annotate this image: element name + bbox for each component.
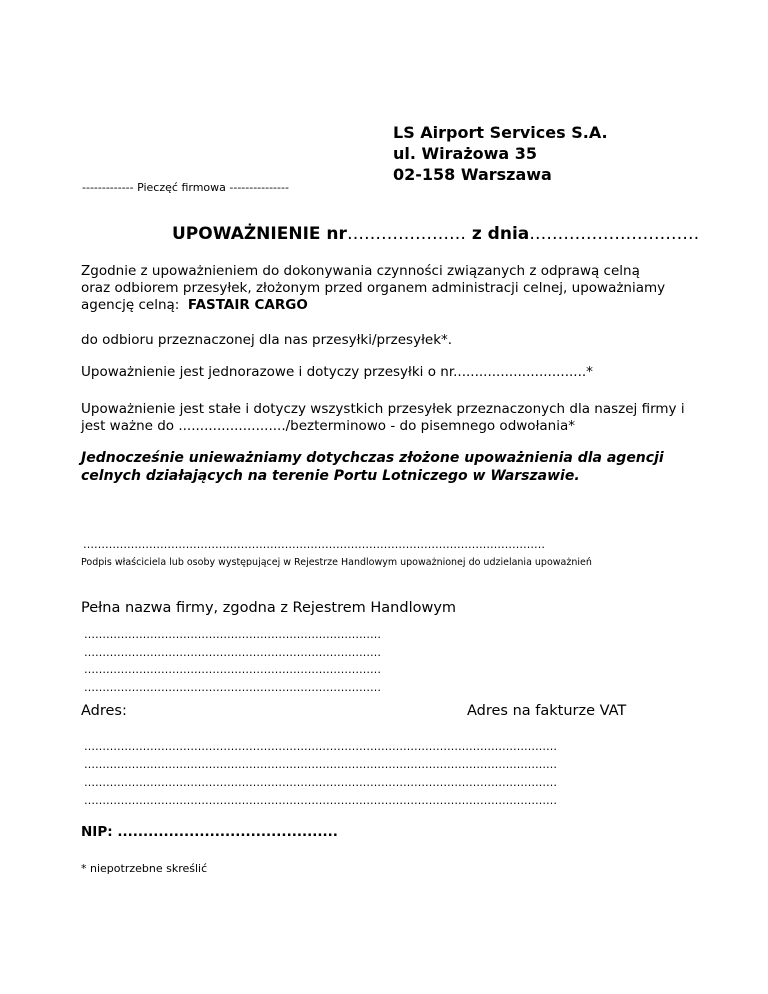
intro-paragraph [81,263,665,314]
permanent-authorization [81,401,685,435]
intro-line-2: oraz odbiorem przesyłek, złożonym przed organem administracji celnej, upoważniamy [81,280,666,296]
nip-label: NIP: [81,824,113,840]
title-date-dots: ………………………… [529,224,700,244]
recipient-company: LS Airport Services S.A. [393,123,608,142]
recipient-city: 02-158 Warszawa [393,165,552,184]
revocation-line-2: celnych działających na terenie Portu Lotniczego w Warszawie. [81,468,580,484]
company-name-lines [84,626,381,696]
revocation-statement [81,449,664,485]
recipient-address [393,122,608,185]
agency-name: FASTAIR CARGO [187,297,308,313]
nip-dots: ........................................... [112,824,338,840]
address-line: ………………………………………………………………………………………………………………… [84,740,557,753]
intro-line-3 [81,297,665,314]
company-name-line: ……………………………………………………………………… [84,645,381,659]
permanent-line-1: Upoważnienie jest stałe i dotyczy wszystkich przesyłek przeznaczonych dla naszej firmy i [81,401,685,417]
company-name-line: ……………………………………………………………………… [84,680,381,694]
title-authorization-number: UPOWAŻNIENIE nr [172,224,347,244]
title-date-label: z dnia [465,224,530,244]
address-lines [84,738,557,810]
signature-line: ……………………………………………………………………………………………………………… [83,538,545,551]
one-time-authorization: Upoważnienie jest jednorazowe i dotyczy przesyłki o nr...............................* [81,364,593,380]
company-stamp-label: ------------- Pieczęć firmowa --------------- [82,181,289,194]
footnote: * niepotrzebne skreślić [81,862,208,875]
signature-caption: Podpis właściciela lub osoby występującej w Rejestrze Handlowym upoważnionej do udzielania upoważnień [81,557,592,568]
title-number-dots: ………………… [346,224,466,244]
document-title [172,224,699,244]
address-line: ………………………………………………………………………………………………………………… [84,758,557,771]
address-line: ………………………………………………………………………………………………………………… [84,794,557,807]
agency-prefix: agencję celną: [81,297,188,313]
nip-field [81,824,338,840]
intro-line-1: Zgodnie z upoważnieniem do dokonywania czynności związanych z odprawą celną [81,263,640,279]
company-name-line: ……………………………………………………………………… [84,628,381,641]
invoice-address-label: Adres na fakturze VAT [467,703,627,719]
recipient-street: ul. Wirażowa 35 [393,144,538,163]
address-line: ………………………………………………………………………………………………………………… [84,776,557,789]
permanent-line-2: jest ważne do ........................./bezterminowo - do pisemnego odwołania* [81,418,576,434]
company-name-label: Pełna nazwa firmy, zgodna z Rejestrem Handlowym [81,600,457,616]
company-name-line: ……………………………………………………………………… [84,663,381,676]
address-label: Adres: [81,703,127,719]
revocation-line-1: Jednocześnie unieważniamy dotychczas złożone upoważnienia dla agencji [81,450,664,466]
purpose-text: do odbioru przeznaczonej dla nas przesyłki/przesyłek*. [81,332,453,348]
